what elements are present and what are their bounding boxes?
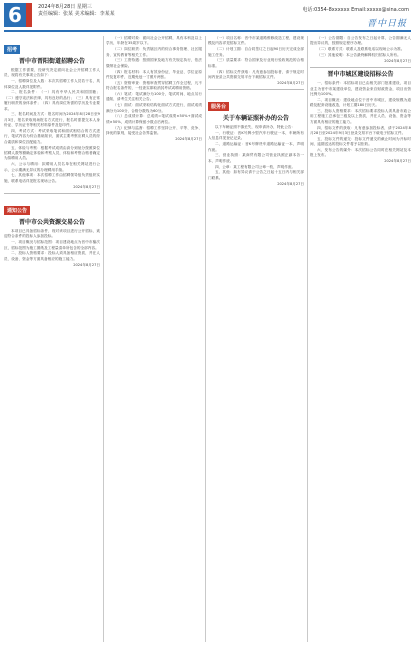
column-divider bbox=[205, 36, 206, 642]
article-paragraph: 二、道路运输证：晋K号牌货车道路运输证一本，声明作废。 bbox=[208, 142, 304, 152]
article-paragraph: （五）资格审查：资格审查贯穿招聘工作全过程，凡不符合报名条件的，一经查实即取消其考试或聘用资格。 bbox=[106, 80, 202, 91]
article-paragraph: 三、报名时间及方式：报名时间为2024年8月28日至9月3日，报名采取现场报名方式进行，报名时需提交本人身份证、学历证书等相关材料原件及复印件。 bbox=[4, 112, 100, 128]
article-separator bbox=[208, 89, 304, 90]
article-body bbox=[208, 36, 304, 80]
article-body bbox=[310, 81, 411, 159]
article-paragraph: 四、考试方式：考试采取笔试和面试相结合的方式进行，笔试内容为综合基础知识，面试主要考察应聘人员的综合素质和岗位匹配能力。 bbox=[4, 129, 100, 144]
article-title: 晋中市公共资源交易公告 bbox=[18, 219, 85, 227]
article-paragraph: （三）质量要求：符合国家及行业现行验收规范的合格标准。 bbox=[208, 58, 304, 68]
article-block bbox=[310, 71, 411, 164]
issue-meta bbox=[38, 4, 115, 18]
article-title: 晋中市晋阳街道招聘公告 bbox=[18, 58, 85, 65]
article-paragraph: 本项目已具备招标条件，现对该项目进行公开招标，欢迎符合条件的投标人参加投标。 bbox=[4, 229, 100, 239]
section-tag: 服务台 bbox=[208, 102, 229, 111]
article-paragraph: 二、报名条件：（一）具有中华人民共和国国籍；（二）遵守宪法和法律，具有良好的品行；（三）具有正常履行职责的身体条件；（四）具有岗位所需的学历及专业要求。 bbox=[4, 90, 100, 111]
section-tag: 招考 bbox=[4, 45, 20, 54]
column-divider bbox=[103, 36, 104, 642]
article-date: 2024年8月27日 bbox=[384, 58, 411, 63]
article-paragraph: 一、行驶证：晋K号牌小型汽车行驶证一本，车辆所有人信息详见登记记录。 bbox=[208, 131, 304, 141]
header-rule bbox=[4, 30, 411, 32]
article-body bbox=[4, 229, 100, 262]
article-paragraph: 根据工作需要，经研究决定面向社会公开招聘工作人员，现将有关事项公告如下： bbox=[4, 68, 100, 78]
article-paragraph: 五、投标文件的递交：投标文件递交的截止时间为开标时间，逾期送达的投标文件将予以拒收。 bbox=[310, 136, 411, 147]
article-paragraph: （三）其他说明：本公告最终解释权归招标人所有。 bbox=[317, 53, 401, 57]
article-body bbox=[4, 68, 100, 184]
article-paragraph: （二）联系方式：联系人及联系电话以现场公示为准。 bbox=[317, 47, 405, 52]
article-block bbox=[4, 36, 100, 190]
newspaper-logo: 晋中日报 bbox=[366, 19, 407, 29]
article-date: 2024年8月27日 bbox=[73, 262, 100, 267]
column-1 bbox=[4, 36, 100, 642]
article-body bbox=[310, 36, 411, 58]
article-block bbox=[106, 36, 202, 142]
article-paragraph: 三、营业执照：某商贸有限公司营业执照正副本各一本，声明作废。 bbox=[208, 153, 304, 163]
article-date: 2024年8月27日 bbox=[277, 181, 304, 186]
article-title: 晋中市城区建设招标公告 bbox=[327, 71, 394, 79]
column-4 bbox=[310, 36, 411, 642]
article-date: 2024年8月27日 bbox=[384, 159, 411, 164]
contact-line: 电话:0354-8xxxxxx Email:xxxxx@sina.com bbox=[302, 7, 409, 13]
article-paragraph: 六、发布公告的媒介：本次招标公告同时在相关网站及本报上发布。 bbox=[310, 148, 411, 158]
article-date: 2024年8月27日 bbox=[73, 184, 100, 189]
article-paragraph: （一）公告期限：自公告发布之日起计算，公告期满无人提出异议的，按照规定程序办理。 bbox=[310, 36, 411, 46]
article-paragraph: （四）报名材料：本人有效身份证、毕业证、学位证原件及复印件，近期免冠一寸照片两张。 bbox=[106, 69, 202, 80]
article-paragraph: （七）面试：面试采取结构化面试方式进行，面试成绩满分为100分，合格分数线为60分。 bbox=[106, 103, 202, 113]
article-paragraph: 三、投标人资格要求：本次招标要求投标人须具备市政公用工程施工总承包三级及以上资质，并在人员、设备、资金等方面具有相应的施工能力。 bbox=[310, 109, 411, 124]
article-paragraph: 一、招标条件：本招标项目已由相关部门批准建设，项目业主为晋中市某建设单位，建设资金来自财政资金，项目出资比例为100%。 bbox=[310, 81, 411, 97]
article-block bbox=[310, 36, 411, 64]
page-header bbox=[0, 0, 415, 30]
article-paragraph: 七、其他事项：本次招聘工作由招聘领导组负责组织实施，联系电话详见报名现场公告。 bbox=[4, 173, 100, 183]
article-date: 2024年8月27日 bbox=[277, 80, 304, 85]
article-body bbox=[208, 125, 304, 181]
article-paragraph: 四、招标文件的获取：凡有意参加投标者，请于2024年8月28日至2024年9月3日登录交易平台下载电子招标文件。 bbox=[310, 125, 411, 136]
article-paragraph: 二、投标人资格要求：投标人须具备相应资质，并在人员、设备、资金等方面具备相应的施工能力。 bbox=[4, 251, 100, 261]
article-paragraph: 六、公示与聘用：拟聘用人员名单在相关网站进行公示，公示期满无异议的办理聘用手续。 bbox=[4, 162, 100, 172]
page-number-accent bbox=[26, 3, 32, 27]
article-title: 关于车辆证照补办的公告 bbox=[222, 115, 289, 123]
article-block bbox=[208, 36, 304, 86]
article-date: 2024年8月27日 bbox=[175, 136, 202, 141]
column-divider bbox=[307, 36, 308, 642]
article-paragraph: 一、招聘岗位及人数：本次共招聘工作人员若干名，具体岗位及人数详见附件。 bbox=[4, 79, 100, 89]
article-paragraph: 五、体检与考察：根据考试成绩由高分到低分按照岗位招聘人数等额确定体检和考察人员，体检和考察合格者确定为拟聘用人员。 bbox=[4, 145, 100, 161]
article-block bbox=[4, 197, 100, 268]
article-body bbox=[106, 36, 202, 136]
article-paragraph: （三）工资待遇：按照国家及地方有关规定执行，依法缴纳社会保险。 bbox=[106, 58, 202, 68]
article-separator bbox=[4, 193, 100, 194]
article-paragraph: 一、项目概况与招标范围：项目建设地点为晋中市榆次区，招标范围为施工图纸及工程量清单所包含的全部内容。 bbox=[4, 240, 100, 250]
article-paragraph: 五、其他：如有异议请于公告之日起十五日内与相关部门联系。 bbox=[208, 170, 304, 180]
article-block bbox=[208, 93, 304, 187]
section-tag: 通知公告 bbox=[4, 206, 30, 215]
article-paragraph: （一）招聘对象：面向社会公开招聘，具有本科及以上学历，年龄在35周岁以下。 bbox=[106, 36, 202, 46]
article-paragraph: （九）纪律与监督：招聘工作坚持公开、平等、竞争、择优的原则，接受社会各界监督。 bbox=[106, 125, 202, 136]
article-paragraph: 二、项目概况：建设地点位于晋中市城区，建设规模为道路及配套设施改造，计划工期180日历天。 bbox=[310, 97, 411, 108]
article-paragraph: 四、公章：某工程有限公司公章一枚，声明作废。 bbox=[215, 164, 296, 169]
article-paragraph: （一）项目名称：晋中市某道路维修改造工程，建设规模及内容详见招标文件。 bbox=[208, 36, 304, 46]
article-paragraph: （二）计划工期：自合同签订之日起90日历天完成全部施工任务。 bbox=[208, 47, 304, 57]
article-paragraph: 以下车辆证照不慎丢失，现申请补办，特此公告： bbox=[215, 125, 296, 130]
editors-line: 责任编辑：张某 美术编辑：李某某 bbox=[38, 11, 115, 17]
page-number: 6 bbox=[4, 3, 26, 27]
article-paragraph: （六）笔试：笔试满分为100分，笔试时间、地点另行通知，请考生关注相关公告。 bbox=[106, 92, 202, 102]
article-paragraph: （二）岗位职责：负责辖区内的综合事务管理、社区服务、宣传教育等相关工作。 bbox=[106, 47, 202, 57]
column-3 bbox=[208, 36, 304, 642]
article-paragraph: （八）总成绩计算：总成绩=笔试成绩×50%+面试成绩×50%，成绩计算保留小数点后两位。 bbox=[106, 114, 202, 124]
article-paragraph: （四）招标文件获取：凡有意参加投标者，请于规定时间内登录公共资源交易平台下载招标文件。 bbox=[208, 69, 304, 80]
article-separator bbox=[310, 67, 411, 68]
issue-date: 2024年8月28日 星期三 bbox=[38, 4, 92, 10]
column-2 bbox=[106, 36, 202, 642]
